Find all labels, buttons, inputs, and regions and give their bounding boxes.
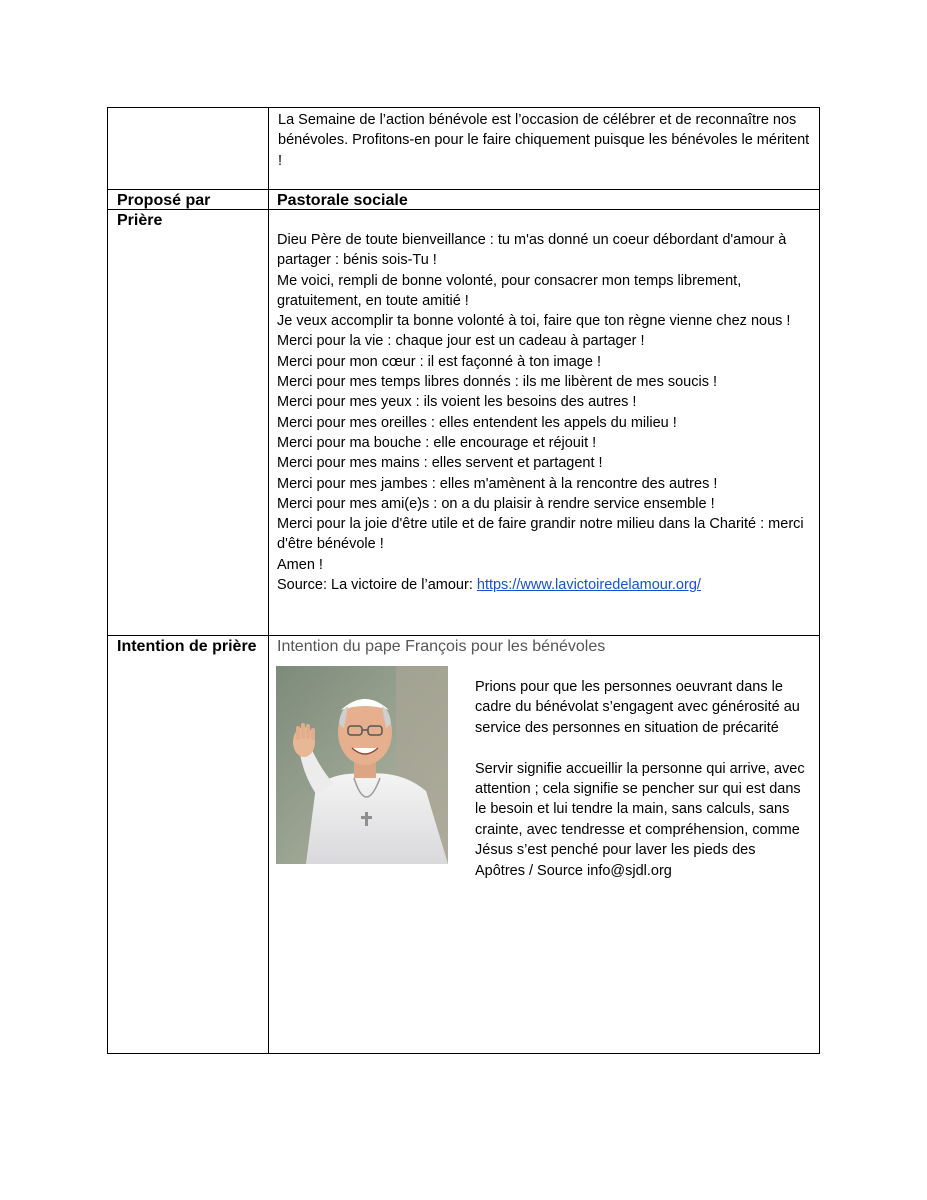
proposed-value: Pastorale sociale (277, 192, 408, 209)
prayer-line: Merci pour mon cœur : il est façonné à ton image ! (277, 353, 601, 370)
prayer-source (277, 575, 817, 595)
intention-paragraph: Prions pour que les personnes oeuvrant dans le cadre du bénévolat s’engagent avec générosité au service des personnes en situation de précarité (475, 679, 800, 736)
prayer-line: Merci pour ma bouche : elle encourage et réjouit ! (277, 434, 597, 451)
prayer-line: Amen ! (277, 556, 323, 573)
column-divider (268, 108, 269, 1053)
prayer-line: Me voici, rempli de bonne volonté, pour consacrer mon temps librement, gratuitement, en toute amitié ! (277, 272, 742, 309)
pope-photo (276, 666, 448, 864)
prayer-line: Je veux accomplir ta bonne volonté à toi, faire que ton règne vienne chez nous ! (277, 313, 791, 330)
prayer-line: Merci pour mes ami(e)s : on a du plaisir à rendre service ensemble ! (277, 495, 715, 512)
prayer-line: Merci pour mes temps libres donnés : ils me libèrent de mes soucis ! (277, 374, 718, 391)
intention-title: Intention du pape François pour les bénévoles (277, 638, 606, 655)
intention-label: Intention de prière (117, 638, 257, 655)
row-divider (108, 209, 819, 210)
prayer-line: Merci pour mes mains : elles servent et partagent ! (277, 455, 603, 472)
prayer-line: Merci pour mes yeux : ils voient les besoins des autres ! (277, 394, 637, 411)
prayer-line: Merci pour la vie : chaque jour est un cadeau à partager ! (277, 333, 645, 350)
source-label: Source: La victoire de l’amour: (277, 577, 477, 594)
intro-text: La Semaine de l’action bénévole est l’occasion de célébrer et de reconnaître nos bénévoles. Profitons-en pour le faire chiquement puisque les bénévoles le méritent ! (278, 112, 810, 169)
row-divider (108, 189, 819, 190)
source-link[interactable]: https://www.lavictoiredelamour.org/ (476, 577, 701, 594)
prayer-line: Merci pour mes jambes : elles m'amènent à la rencontre des autres ! (277, 475, 718, 492)
paragraph-spacer (475, 738, 805, 758)
proposed-label: Proposé par (117, 192, 211, 209)
intention-body (475, 677, 805, 881)
prayer-line: Merci pour la joie d'être utile et de faire grandir notre milieu dans la Charité : merci d'être bénévole ! (277, 516, 804, 553)
prayer-line: Dieu Père de toute bienveillance : tu m'as donné un coeur débordant d'amour à partager : bénis sois-Tu ! (277, 232, 787, 269)
prayer-line: Merci pour mes oreilles : elles entendent les appels du milieu ! (277, 414, 677, 431)
info-table (107, 107, 820, 1054)
row-divider (108, 635, 819, 636)
prayer-text (277, 230, 817, 595)
intention-paragraph: Servir signifie accueillir la personne qui arrive, avec attention ; cela signifie se pencher sur qui est dans le besoin et lui tendre la main, sans calculs, sans crainte, avec tendresse et compréhension, comme Jésus s’est penché pour laver les pieds des Apôtres / Source info@sjdl.org (475, 760, 805, 879)
prayer-label: Prière (117, 212, 163, 229)
pope-francis-photo-icon (276, 666, 448, 864)
